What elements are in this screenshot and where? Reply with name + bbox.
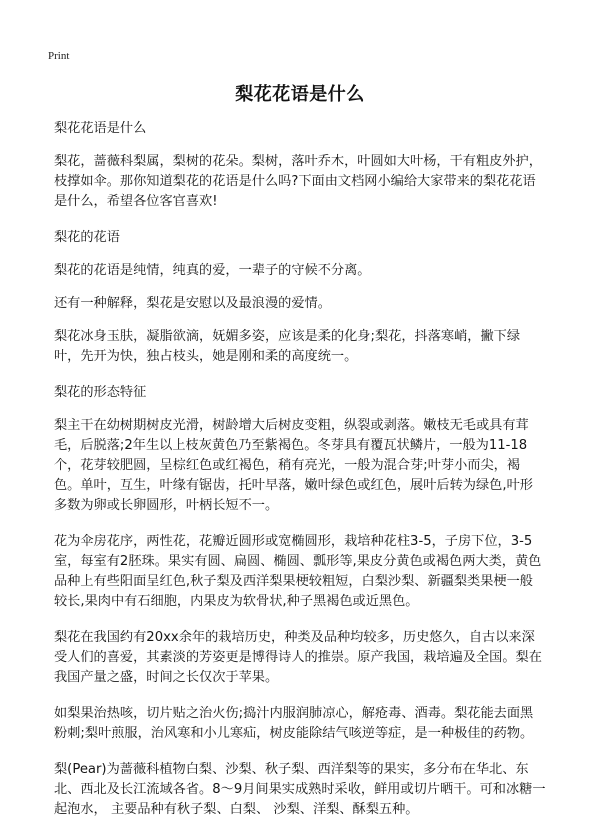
- print-label: Print: [48, 50, 70, 62]
- paragraph-flower-language-2: 还有一种解释，梨花是安慰以及最浪漫的爱情。: [54, 296, 331, 311]
- paragraph-medicinal: 如梨果治热咳，切片贴之治火伤;捣汁内服润肺凉心，解疮毒、酒毒。梨花能去面黑粉刺;梨叶煎服，治风寒和小儿寒疝，树皮能除结气咳逆等症，是一种极佳的药物。: [54, 706, 534, 741]
- page-title: 梨花花语是什么: [235, 84, 365, 105]
- article-body: [54, 119, 546, 836]
- paragraph-intro: 梨花，蔷薇科梨属，梨树的花朵。梨树，落叶乔木，叶圆如大叶杨，干有粗皮外护，枝撑如伞。那你知道梨花的花语是什么吗?下面由文档网小编给大家带来的梨花花语是什么，希望各位客官喜欢!: [54, 154, 542, 209]
- section-heading-intro: 梨花花语是什么: [54, 121, 147, 136]
- section-heading-morphology: 梨花的形态特征: [54, 385, 147, 400]
- paragraph-morphology-1: 梨主干在幼树期树皮光滑，树龄增大后树皮变粗，纵裂或剥落。嫩枝无毛或具有茸毛，后脱落;2年生以上枝灰黄色乃至紫褐色。冬芽具有覆瓦状鳞片，一般为11-18个，花芽较肥圆，呈棕红色或红褐色，稍有亮光，一般为混合芽;叶芽小而尖，褐色。单叶，互生，叶缘有锯齿，托叶早落，嫩叶绿色或红色，展叶后转为绿色,叶形多数为卵或长卵圆形，叶柄长短不一。: [54, 418, 533, 513]
- paragraph-flower-language-3: 梨花冰身玉肤，凝脂欲滴，妩媚多姿，应该是柔的化身;梨花，抖落寒峭，撇下绿叶，先开为快，独占枝头，她是刚和柔的高度统一。: [54, 329, 521, 364]
- section-heading-flower-language: 梨花的花语: [54, 230, 120, 245]
- paragraph-flower-language-1: 梨花的花语是纯情，纯真的爱，一辈子的守候不分离。: [54, 263, 371, 278]
- paragraph-morphology-2: 花为伞房花序，两性花，花瓣近圆形或宽椭圆形，栽培种花柱3-5，子房下位，3-5室，每室有2胚珠。果实有圆、扁圆、椭圆、瓢形等,果皮分黄色或褐色两大类，黄色品种上有些阳面呈红色,秋子梨及西洋梨果梗较粗短，白梨沙梨、新疆梨类果梗一般较长,果肉中有石细胞，内果皮为软骨状,种子黑褐色或近黑色。: [54, 534, 542, 609]
- paragraph-history: 梨花在我国约有20xx余年的栽培历史，种类及品种均较多，历史悠久，自古以来深受人们的喜爱，其素淡的芳姿更是博得诗人的推崇。原产我国，栽培遍及全国。梨在我国产量之盛，时间之长仅次于苹果。: [54, 630, 542, 685]
- paragraph-pear-varieties: 梨(Pear)为蔷薇科植物白梨、沙梨、秋子梨、西洋梨等的果实，多分布在华北、东北、西北及长江流域各省。8～9月间果实成熟时采收，鲜用或切片晒干。可和冰糖一起泡水， 主要品种有秋子梨、白梨、 沙梨、洋梨、酥梨五种。: [54, 762, 546, 817]
